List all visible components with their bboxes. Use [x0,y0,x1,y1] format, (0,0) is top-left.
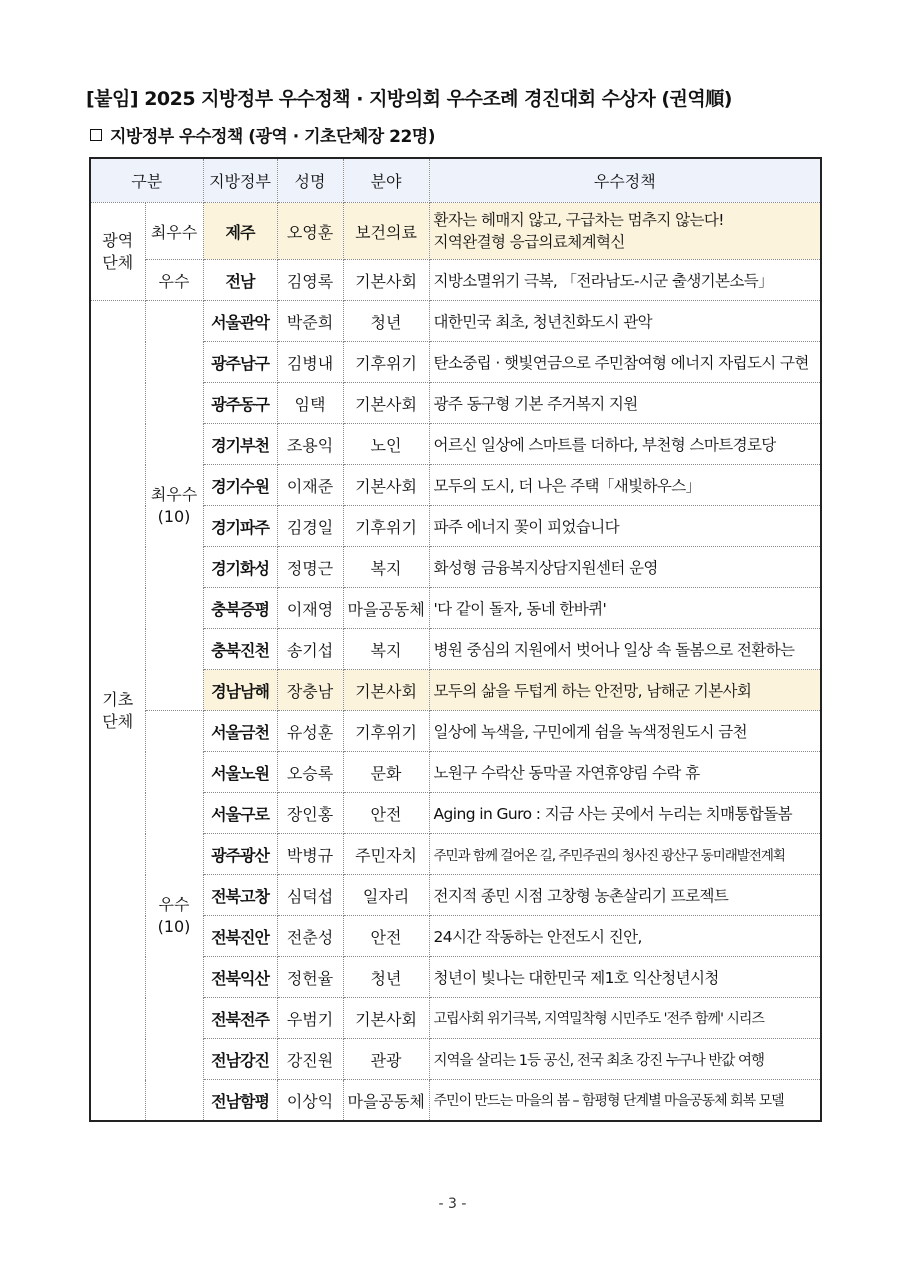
gov-cell: 광주광산 [203,834,277,875]
policy-cell: 전지적 종민 시점 고창형 농촌살리기 프로젝트 [429,875,821,916]
name-cell: 장인홍 [277,793,343,834]
name-cell: 전춘성 [277,916,343,957]
name-cell: 김경일 [277,506,343,547]
policy-cell: 모두의 삶을 두텁게 하는 안전망, 남해군 기본사회 [429,670,821,711]
name-cell: 박병규 [277,834,343,875]
name-cell: 유성훈 [277,711,343,752]
group-basic-excellent: 우수 (10) [145,711,203,1122]
name-cell: 김영록 [277,260,343,301]
header-name: 성명 [277,158,343,203]
field-cell: 주민자치 [343,834,429,875]
field-cell: 보건의료 [343,203,429,260]
gov-cell: 서울관악 [203,301,277,342]
field-cell: 기본사회 [343,998,429,1039]
field-cell: 청년 [343,301,429,342]
name-cell: 임택 [277,383,343,424]
policy-cell: 주민과 함께 걸어온 길, 주민주권의 청사진 광산구 동미래발전계획 [429,834,821,875]
grade-cell: 최우수 [145,203,203,260]
name-cell: 이재영 [277,588,343,629]
field-cell: 안전 [343,916,429,957]
table-header-row [90,158,821,203]
section-subtitle [90,122,435,147]
gov-cell: 전북익산 [203,957,277,998]
name-cell: 박준희 [277,301,343,342]
gov-cell: 제주 [203,203,277,260]
gov-cell: 경기파주 [203,506,277,547]
subtitle-text: 지방정부 우수정책 (광역 · 기초단체장 22명) [110,127,435,147]
name-cell: 강진원 [277,1039,343,1080]
header-field: 분야 [343,158,429,203]
field-cell: 노인 [343,424,429,465]
gov-cell: 경기화성 [203,547,277,588]
field-cell: 문화 [343,752,429,793]
policy-cell: 청년이 빛나는 대한민국 제1호 익산청년시청 [429,957,821,998]
name-cell: 오영훈 [277,203,343,260]
name-cell: 정명근 [277,547,343,588]
field-cell: 기본사회 [343,670,429,711]
gov-cell: 서울노원 [203,752,277,793]
group-basic: 기초 단체 [90,301,145,1122]
header-category: 구분 [90,158,203,203]
policy-cell: 모두의 도시, 더 나은 주택「새빛하우스」 [429,465,821,506]
group-basic-grand: 최우수 (10) [145,301,203,711]
gov-cell: 서울금천 [203,711,277,752]
table-row [90,260,821,301]
policy-cell: 어르신 일상에 스마트를 더하다, 부천형 스마트경로당 [429,424,821,465]
policy-cell: '다 같이 돌자, 동네 한바퀴' [429,588,821,629]
document-title: [붙임] 2025 지방정부 우수정책 · 지방의회 우수조례 경진대회 수상자 (권역順) [86,88,732,110]
gov-cell: 전북진안 [203,916,277,957]
gov-cell: 충북진천 [203,629,277,670]
policy-cell: 화성형 금융복지상담지원센터 운영 [429,547,821,588]
field-cell: 청년 [343,957,429,998]
policy-cell: 대한민국 최초, 청년친화도시 관악 [429,301,821,342]
field-cell: 기본사회 [343,260,429,301]
policy-cell: 지역을 살리는 1등 공신, 전국 최초 강진 누구나 반값 여행 [429,1039,821,1080]
policy-cell: 노원구 수락산 동막골 자연휴양림 수락 휴 [429,752,821,793]
field-cell: 기후위기 [343,342,429,383]
gov-cell: 광주남구 [203,342,277,383]
policy-cell: 광주 동구형 기본 주거복지 지원 [429,383,821,424]
header-government: 지방정부 [203,158,277,203]
field-cell: 일자리 [343,875,429,916]
gov-cell: 광주동구 [203,383,277,424]
gov-cell: 전북고창 [203,875,277,916]
gov-cell: 경기수원 [203,465,277,506]
field-cell: 기후위기 [343,711,429,752]
gov-cell: 충북증평 [203,588,277,629]
policy-cell: 24시간 작동하는 안전도시 진안, [429,916,821,957]
name-cell: 조용익 [277,424,343,465]
field-cell: 복지 [343,547,429,588]
gov-cell: 경남남해 [203,670,277,711]
name-cell: 이상익 [277,1080,343,1122]
name-cell: 오승록 [277,752,343,793]
grade-cell: 우수 [145,260,203,301]
page-number: - 3 - [438,1196,467,1212]
checkbox-bullet-icon [90,129,102,141]
policy-cell: 고립사회 위기극복, 지역밀착형 시민주도 '전주 함께' 시리즈 [429,998,821,1039]
policy-cell: 탄소중립 · 햇빛연금으로 주민참여형 에너지 자립도시 구현 [429,342,821,383]
policy-cell: 파주 에너지 꽃이 피었습니다 [429,506,821,547]
name-cell: 이재준 [277,465,343,506]
policy-cell: 환자는 헤매지 않고, 구급차는 멈추지 않는다! 지역완결형 응급의료체계혁신 [429,203,821,260]
policy-cell: 지방소멸위기 극복, 「전라남도-시군 출생기본소득」 [429,260,821,301]
name-cell: 정헌율 [277,957,343,998]
policy-cell: 일상에 녹색을, 구민에게 쉼을 녹색정원도시 금천 [429,711,821,752]
name-cell: 우범기 [277,998,343,1039]
header-policy: 우수정책 [429,158,821,203]
gov-cell: 경기부천 [203,424,277,465]
gov-cell: 전남함평 [203,1080,277,1122]
gov-cell: 전남강진 [203,1039,277,1080]
field-cell: 기본사회 [343,465,429,506]
field-cell: 복지 [343,629,429,670]
table-row [90,203,821,260]
policy-cell: Aging in Guro : 지금 사는 곳에서 누리는 치매통합돌봄 [429,793,821,834]
gov-cell: 서울구로 [203,793,277,834]
table-row [90,301,821,342]
group-metro: 광역 단체 [90,203,145,301]
gov-cell: 전남 [203,260,277,301]
name-cell: 송기섭 [277,629,343,670]
field-cell: 마을공동체 [343,1080,429,1122]
gov-cell: 전북전주 [203,998,277,1039]
name-cell: 장충남 [277,670,343,711]
awards-table [89,157,822,1122]
policy-cell: 병원 중심의 지원에서 벗어나 일상 속 돌봄으로 전환하는 [429,629,821,670]
field-cell: 관광 [343,1039,429,1080]
policy-cell: 주민이 만드는 마을의 봄 – 함평형 단계별 마을공동체 회복 모델 [429,1080,821,1122]
name-cell: 김병내 [277,342,343,383]
name-cell: 심덕섭 [277,875,343,916]
field-cell: 기후위기 [343,506,429,547]
table-row [90,711,821,752]
field-cell: 기본사회 [343,383,429,424]
field-cell: 안전 [343,793,429,834]
field-cell: 마을공동체 [343,588,429,629]
